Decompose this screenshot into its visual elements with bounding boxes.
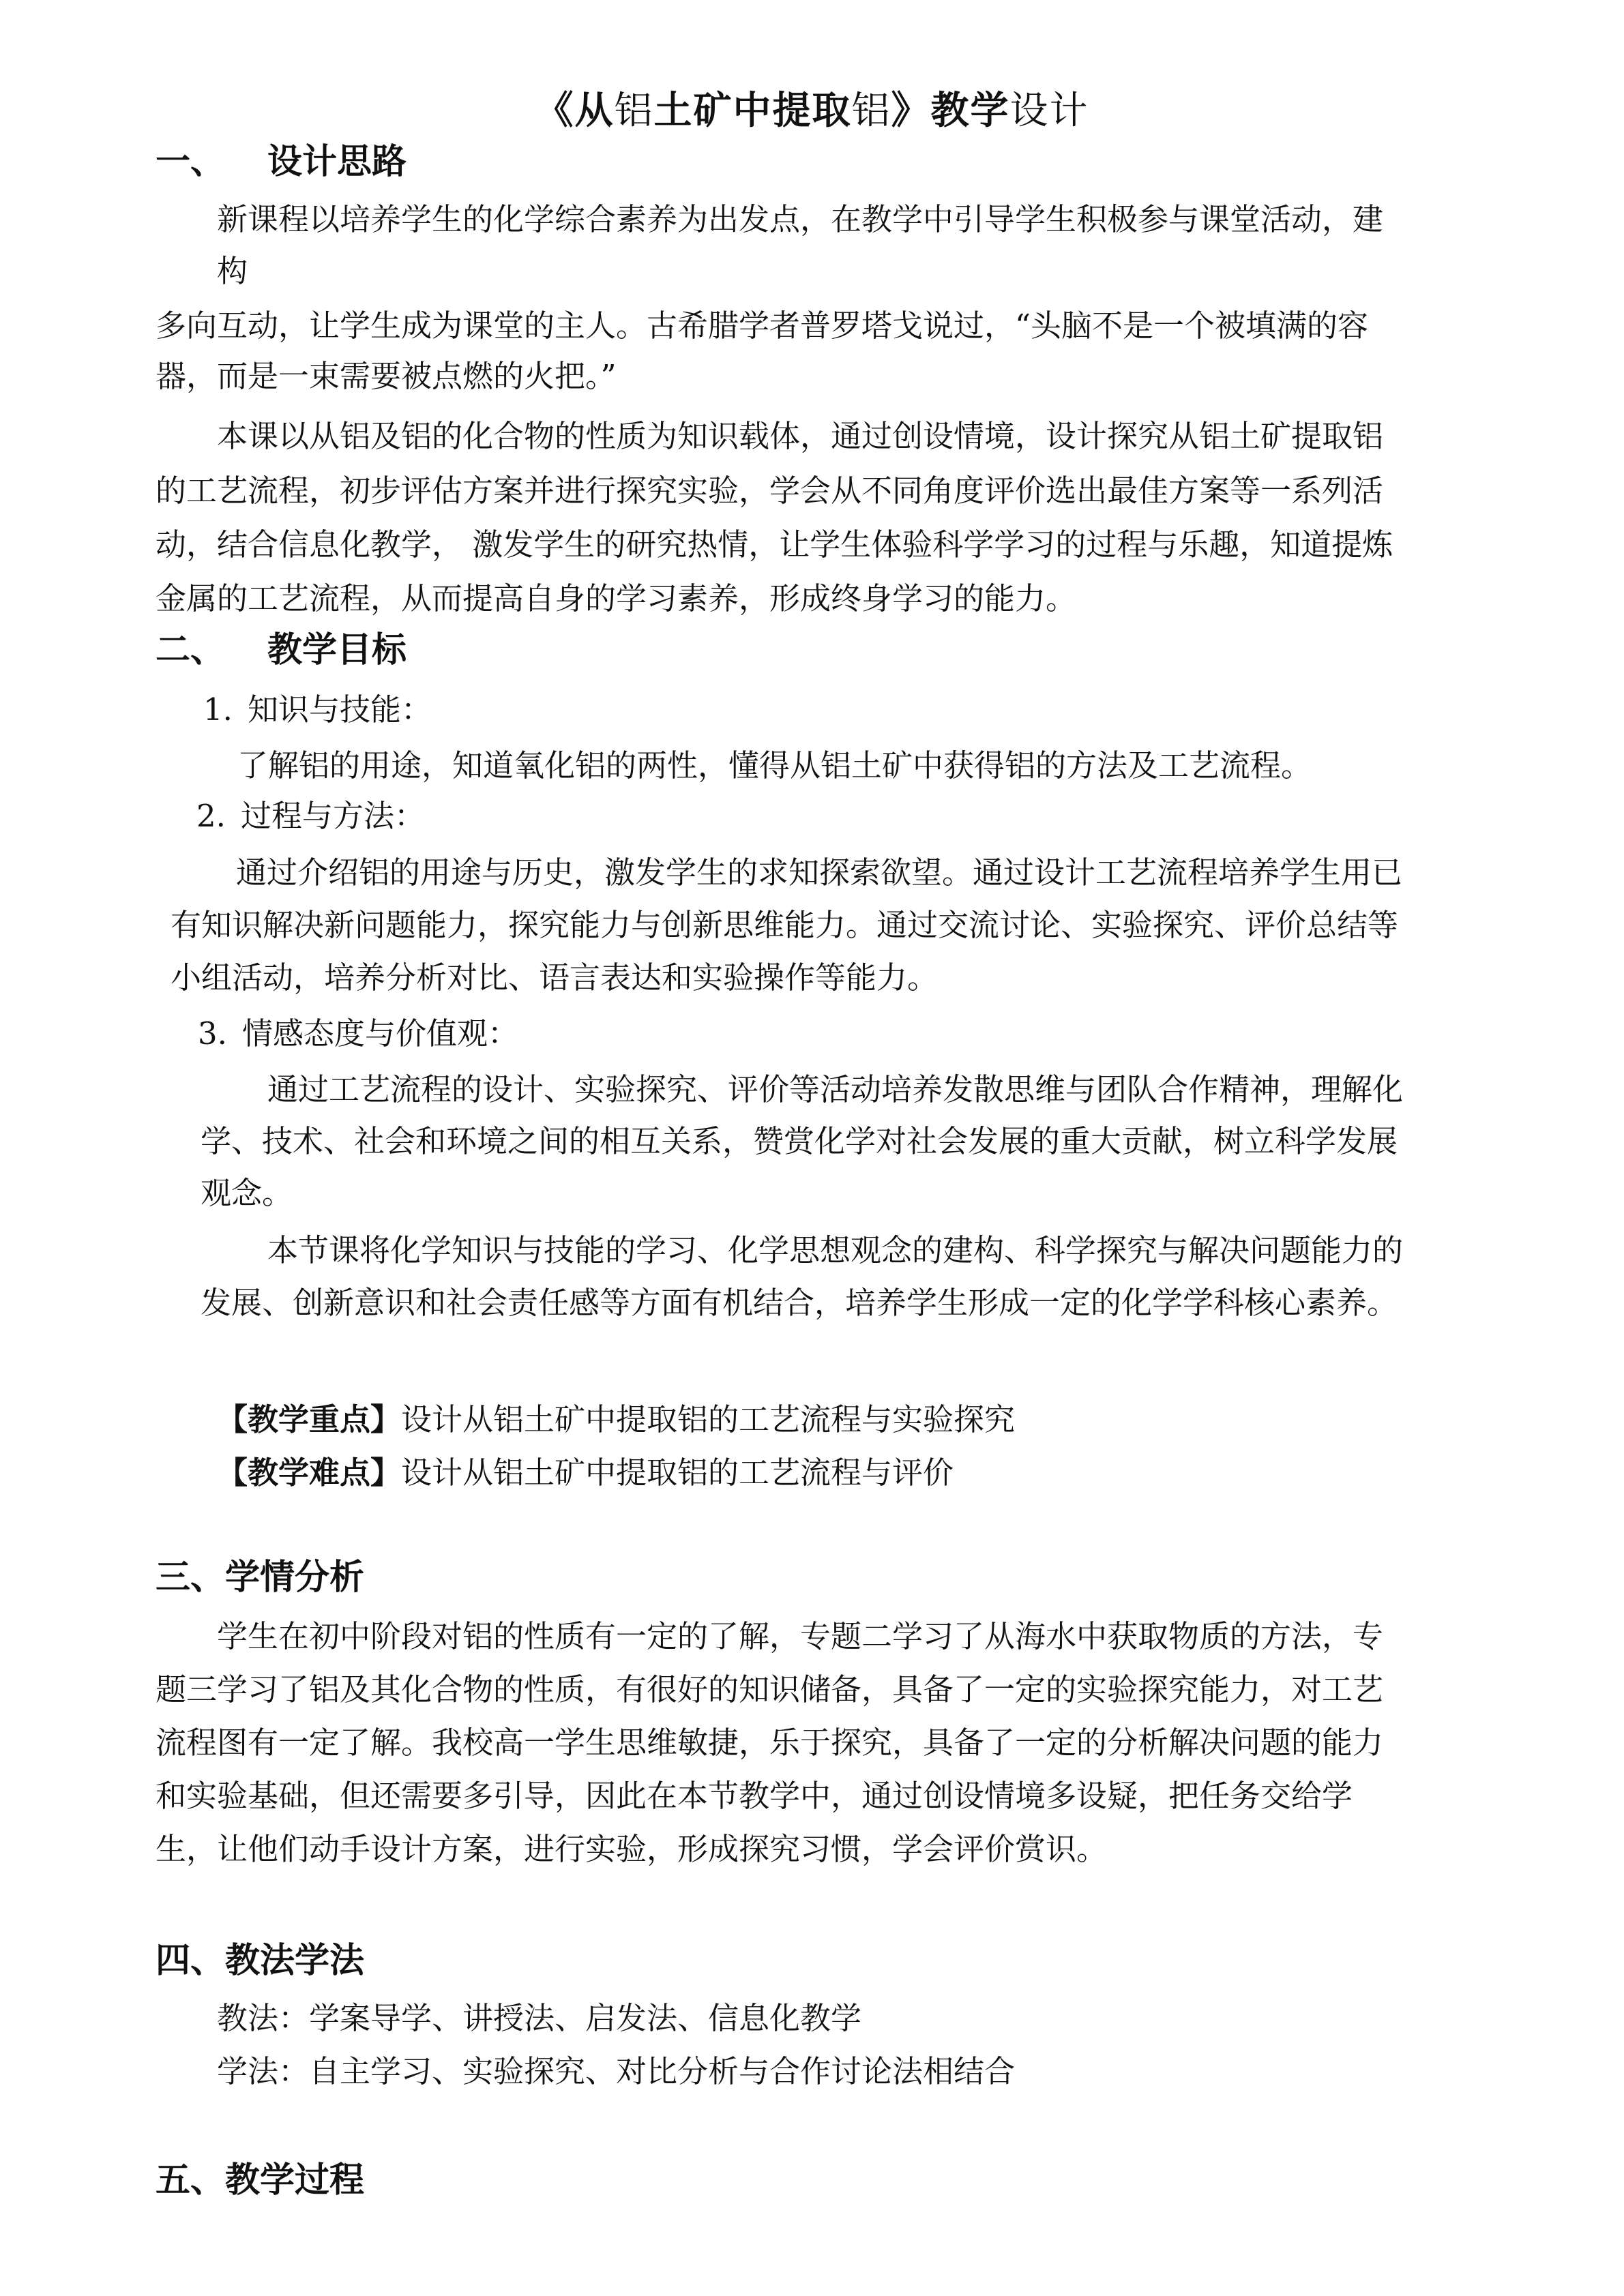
teaching-method: 教法：学案导学、讲授法、启发法、信息化教学	[217, 2000, 862, 2036]
teaching-key-point	[217, 1399, 1015, 1440]
title-part: 《从	[535, 88, 615, 133]
paragraph-line: 学、技术、社会和环境之间的相互关系，赞赏化学对社会发展的重大贡献，树立科学发展	[201, 1123, 1398, 1159]
section-number: 二、	[156, 629, 226, 670]
title-part: 铝	[851, 89, 891, 133]
paragraph-line: 生，让他们动手设计方案，进行实验，形成探究习惯，学会评价赏识。	[156, 1831, 1108, 1867]
paragraph-line: 本课以从铝及铝的化合物的性质为知识载体，通过创设情境，设计探究从铝土矿提取铝	[217, 418, 1384, 454]
paragraph-line: 新课程以培养学生的化学综合素养为出发点，在教学中引导学生积极参与课堂活动，建	[217, 201, 1384, 237]
paragraph-line: 通过工艺流程的设计、实验探究、评价等活动培养发散思维与团队合作精神，理解化	[267, 1071, 1404, 1107]
key-point-label: 【教学重点】	[217, 1401, 402, 1437]
list-item-knowledge	[203, 689, 432, 730]
list-label: 过程与方法：	[240, 798, 425, 834]
list-number: 2.	[196, 798, 226, 834]
paragraph-line: 的工艺流程，初步评估方案并进行探究实验，学会从不同角度评价选出最佳方案等一系列活	[156, 473, 1384, 509]
paragraph-line: 了解铝的用途，知道氧化铝的两性，懂得从铝土矿中获得铝的方法及工艺流程。	[237, 747, 1312, 784]
paragraph-line: 本节课将化学知识与技能的学习、化学思想观念的建构、科学探究与解决问题能力的	[267, 1232, 1404, 1268]
title-part: 铝	[614, 89, 654, 133]
paragraph-line: 通过介绍铝的用途与历史，激发学生的求知探索欲望。通过设计工艺流程培养学生用已	[236, 854, 1403, 891]
section-heading-design-idea	[156, 139, 407, 184]
section-number: 一、	[156, 141, 226, 182]
paragraph-line: 多向互动，让学生成为课堂的主人。古希腊学者普罗塔戈说过，“头脑不是一个被填满的容	[156, 308, 1369, 344]
paragraph-line: 和实验基础，但还需要多引导，因此在本节教学中，通过创设情境多设疑，把任务交给学	[156, 1778, 1353, 1814]
section-heading-teaching-goals	[156, 627, 407, 672]
learning-method: 学法：自主学习、实验探究、对比分析与合作讨论法相结合	[217, 2053, 1016, 2089]
list-number: 3.	[198, 1015, 227, 1052]
key-point-text: 设计从铝土矿中提取铝的工艺流程与实验探究	[401, 1401, 1016, 1437]
difficult-point-label: 【教学难点】	[217, 1455, 402, 1491]
paragraph-line: 金属的工艺流程，从而提高自身的学习素养，形成终身学习的能力。	[156, 580, 1077, 616]
paragraph-line: 动，结合信息化教学， 激发学生的研究热情，让学生体验科学学习的过程与乐趣，知道提炼	[156, 526, 1393, 563]
list-item-attitude	[198, 1013, 518, 1054]
teaching-difficult-point	[217, 1452, 954, 1493]
list-label: 知识与技能：	[247, 691, 432, 728]
list-label: 情感态度与价值观：	[241, 1015, 518, 1052]
paragraph-line: 题三学习了铝及其化合物的性质，有很好的知识储备，具备了一定的实验探究能力，对工艺	[156, 1671, 1384, 1708]
paragraph-line: 发展、创新意识和社会责任感等方面有机结合，培养学生形成一定的化学学科核心素养。	[201, 1285, 1398, 1321]
section-title: 设计思路	[267, 141, 407, 182]
paragraph-line: 构	[217, 253, 248, 289]
paragraph-line: 有知识解决新问题能力，探究能力与创新思维能力。通过交流讨论、实验探究、评价总结等	[171, 907, 1399, 943]
paragraph-line: 器，而是一束需要被点燃的火把。”	[156, 358, 617, 394]
title-part: 土矿中提取	[653, 88, 852, 133]
paragraph-line: 观念。	[201, 1175, 293, 1211]
paragraph-line: 流程图有一定了解。我校高一学生思维敏捷，乐于探究，具备了一定的分析解决问题的能力	[156, 1725, 1384, 1761]
difficult-point-text: 设计从铝土矿中提取铝的工艺流程与评价	[401, 1455, 954, 1491]
paragraph-line: 小组活动，培养分析对比、语言表达和实验操作等能力。	[171, 959, 939, 996]
document-title	[0, 80, 1624, 135]
section-title: 教学目标	[267, 629, 407, 670]
paragraph-line: 学生在初中阶段对铝的性质有一定的了解，专题二学习了从海水中获取物质的方法，专	[217, 1618, 1384, 1654]
section-heading-teaching-process: 五、教学过程	[156, 2160, 365, 2201]
list-number: 1.	[203, 691, 233, 728]
section-heading-methods: 四、教法学法	[156, 1940, 365, 1981]
section-heading-student-analysis: 三、学情分析	[156, 1557, 365, 1598]
list-item-process	[196, 796, 425, 837]
title-part: 》教学	[891, 88, 1010, 133]
title-part: 设计	[1009, 89, 1089, 133]
